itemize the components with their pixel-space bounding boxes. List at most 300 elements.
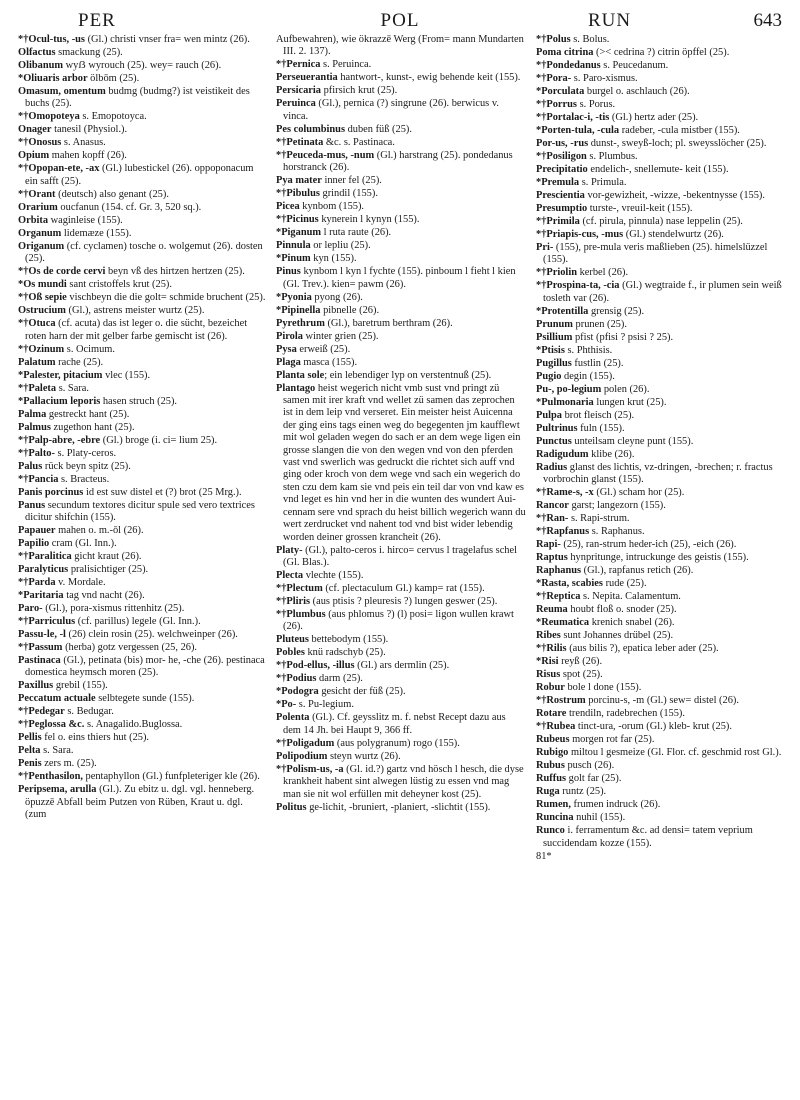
dictionary-entry xyxy=(276,137,526,149)
entry-headword: Presumptio xyxy=(536,203,588,214)
entry-headword: Rotare xyxy=(536,708,567,720)
entry-gloss: &c. s. Pastinaca. xyxy=(323,136,395,148)
dictionary-entry xyxy=(536,682,792,694)
entry-gloss: (herba) gotz vergessen (25, 26). xyxy=(62,642,198,654)
entry-headword: *†Parda xyxy=(18,577,56,589)
entry-gloss: unteilsam cleyne punt (155). xyxy=(571,435,694,447)
entry-gloss: garst; langezorn (155). xyxy=(568,500,666,512)
entry-headword: *†Paralitica xyxy=(18,551,72,563)
entry-gloss: (Gl.) scham hor (25). xyxy=(593,487,685,499)
entry-headword: Punctus xyxy=(536,435,572,447)
dictionary-entry xyxy=(536,721,792,733)
entry-headword: Paxillus xyxy=(18,680,54,692)
entry-headword: *†Petinata xyxy=(276,136,324,148)
dictionary-entry xyxy=(536,86,792,98)
entry-headword: Platy- xyxy=(276,544,303,556)
entry-headword: Rancor xyxy=(536,500,569,512)
entry-headword: *Porculata xyxy=(536,86,585,97)
entry-headword: *†Peuceda-mus, -num xyxy=(276,149,375,161)
entry-gloss: (Gl.) hertz ader (25). xyxy=(609,112,699,123)
entry-gloss: vischbeyn die die golt= schmide bruchent (25). xyxy=(66,292,266,304)
entry-gloss: (25), ran-strum heder-ich (25), -eich (26). xyxy=(560,539,737,551)
dictionary-entry xyxy=(536,60,792,72)
entry-headword: Pastinaca xyxy=(18,655,61,667)
entry-headword: Poma citrina xyxy=(536,47,594,58)
entry-gloss: or lepliu (25). xyxy=(310,240,371,252)
entry-gloss: s. Bedugar. xyxy=(64,706,114,718)
entry-gloss: s. Bracteus. xyxy=(58,473,110,485)
entry-headword: Picea xyxy=(276,201,300,213)
entry-headword: Palma xyxy=(18,408,47,420)
dictionary-entry xyxy=(276,686,526,698)
entry-gloss: mahen o. m.-ōl (26). xyxy=(55,525,144,537)
dictionary-entry xyxy=(536,643,792,655)
entry-headword: *†Ran- xyxy=(536,513,569,525)
entry-gloss: pentaphyllon (Gl.) funfpleteriger kle (26). xyxy=(82,771,260,783)
dictionary-entry xyxy=(536,358,792,370)
entry-gloss: masca (155). xyxy=(300,356,358,368)
dictionary-entry xyxy=(276,201,526,213)
entry-gloss: pyong (26). xyxy=(311,291,363,303)
dictionary-entry xyxy=(18,111,266,123)
entry-headword: Rubeus xyxy=(536,734,570,746)
dictionary-entry xyxy=(536,604,792,616)
entry-gloss: gicht kraut (26). xyxy=(71,551,142,563)
entry-gloss: (Gl. id.?) gartz vnd hösch l hesch, die dyse krankheit habent sint alwegen lüstig zu essen vnd mag man sie nit wol erfüllen mit deheyner kost (25). xyxy=(283,763,524,800)
entry-gloss: s. Anagalido.Buglossa. xyxy=(84,719,183,731)
dictionary-entry xyxy=(536,487,792,499)
entry-gloss: grindil (155). xyxy=(319,188,378,200)
entry-gloss: s. Porus. xyxy=(576,99,616,110)
dictionary-entry xyxy=(18,577,266,589)
dictionary-entry xyxy=(536,773,792,785)
dictionary-entry xyxy=(536,112,792,124)
entry-headword: *†Primila xyxy=(536,216,580,227)
dictionary-entry xyxy=(276,227,526,239)
entry-headword: Reuma xyxy=(536,604,568,616)
dictionary-entry xyxy=(18,409,266,421)
entry-headword: *†Rubea xyxy=(536,721,576,733)
entry-headword: *†Pondedanus xyxy=(536,60,601,71)
dictionary-entry xyxy=(18,47,266,59)
dictionary-entry xyxy=(18,693,266,705)
dictionary-entry xyxy=(18,551,266,563)
entry-gloss: (aus ptisis ? pleuresis ?) lungen geswer (25). xyxy=(310,595,498,607)
entry-gloss: bole l done (155). xyxy=(564,682,642,694)
entry-headword: *Os mundi xyxy=(18,279,67,291)
dictionary-entry xyxy=(276,712,526,737)
entry-gloss: morgen rot far (25). xyxy=(569,734,655,746)
entry-headword: Polipodium xyxy=(276,750,328,762)
dictionary-entry xyxy=(536,229,792,241)
dictionary-entry xyxy=(536,449,792,461)
entry-gloss: (Gl.), petinata (bis) mor- he, -che (26). pestinaca domestica heymsch moren (25). xyxy=(25,655,265,679)
entry-headword: *†Podius xyxy=(276,673,317,685)
dictionary-entry xyxy=(536,799,792,811)
dictionary-entry xyxy=(536,125,792,137)
dictionary-entry xyxy=(276,175,526,187)
entry-gloss: s. Paro-xismus. xyxy=(571,73,638,84)
entry-gloss: tinct-ura, -orum (Gl.) kleb- krut (25). xyxy=(575,721,732,733)
entry-gloss: ge-lichit, -bruniert, -planiert, -slichtit (155). xyxy=(306,801,491,813)
headword-left: PER xyxy=(78,10,116,31)
entry-gloss: pusch (26). xyxy=(564,760,615,772)
dictionary-entry xyxy=(536,332,792,344)
entry-gloss: sunt Johannes drübel (25). xyxy=(560,630,674,642)
dictionary-entry xyxy=(536,617,792,629)
entry-headword: Psillium xyxy=(536,331,573,343)
dictionary-entry xyxy=(18,202,266,214)
dictionary-entry xyxy=(276,124,526,136)
entry-headword: Pugio xyxy=(536,370,562,382)
entry-headword: Persicaria xyxy=(276,85,322,97)
entry-headword: Perseuerantia xyxy=(276,72,338,84)
entry-headword: *†Reptica xyxy=(536,591,581,603)
dictionary-entry xyxy=(276,545,526,570)
dictionary-entry xyxy=(276,331,526,343)
entry-headword: Rumen, xyxy=(536,799,571,811)
entry-headword: *†Picinus xyxy=(276,214,319,226)
dictionary-entry xyxy=(276,85,526,97)
entry-gloss: endelich-, snellemute- keit (155). xyxy=(587,164,729,175)
entry-gloss: mahen kopff (26). xyxy=(49,150,127,162)
entry-headword: *Protentilla xyxy=(536,305,589,317)
dictionary-entry xyxy=(276,699,526,711)
dictionary-entry xyxy=(536,280,792,305)
dictionary-entry xyxy=(536,319,792,331)
dictionary-entry xyxy=(536,203,792,215)
entry-headword: Risus xyxy=(536,669,561,681)
dictionary-entry xyxy=(536,345,792,357)
entry-headword: *†Pancia xyxy=(18,473,59,485)
dictionary-entry xyxy=(536,695,792,707)
entry-gloss: s. Phthisis. xyxy=(564,344,613,356)
entry-gloss: bettebodym (155). xyxy=(308,634,389,646)
dictionary-entry xyxy=(18,396,266,408)
dictionary-entry xyxy=(276,188,526,200)
entry-gloss: v. Mordale. xyxy=(55,577,106,589)
entry-headword: Onager xyxy=(18,124,52,136)
entry-gloss: (Gl.), pernica (?) singrune (26). berwicus v. vinca. xyxy=(283,98,499,122)
entry-gloss: trendiln, radebrechen (155). xyxy=(566,708,685,720)
entry-gloss: s. Ocimum. xyxy=(64,343,115,355)
entry-gloss: s. Primula. xyxy=(579,177,627,188)
entry-headword: Pu-, po-legium xyxy=(536,383,602,395)
dictionary-entry xyxy=(18,357,266,369)
entry-headword: *†Oß sepie xyxy=(18,292,67,304)
entry-gloss: darm (25). xyxy=(316,673,363,685)
entry-headword: Panis porcinus xyxy=(18,486,84,498)
entry-headword: Por-us, -rus xyxy=(536,138,589,149)
entry-headword: Ruffus xyxy=(536,773,567,785)
entry-headword: *†Ozinum xyxy=(18,343,65,355)
entry-headword: Organum xyxy=(18,227,62,239)
entry-gloss: s. Nepita. Calamentum. xyxy=(580,591,681,603)
entry-headword: Palmus xyxy=(18,421,51,433)
dictionary-entry xyxy=(536,34,792,46)
entry-gloss: (Gl.) lubestickel (26). oppoponacum ein safft (25). xyxy=(25,163,254,187)
entry-gloss: grebil (155). xyxy=(53,680,108,692)
dictionary-entry xyxy=(536,591,792,603)
entry-headword: Radius xyxy=(536,461,568,473)
dictionary-entry xyxy=(18,292,266,304)
headword-right: RUN xyxy=(588,10,632,31)
entry-headword: *Oliuaris arbor xyxy=(18,73,88,84)
dictionary-entry xyxy=(536,825,792,850)
dictionary-entry xyxy=(276,357,526,369)
dictionary-entry xyxy=(18,241,266,266)
entry-headword: *†Priapis-cus, -mus xyxy=(536,229,624,240)
entry-headword: *Paritaria xyxy=(18,590,64,602)
dictionary-entry xyxy=(536,669,792,681)
entry-headword: *†Polus xyxy=(536,34,571,45)
entry-gloss: knü radschyb (25). xyxy=(304,647,386,659)
entry-headword: *Ptisis xyxy=(536,344,565,356)
entry-headword: Prunum xyxy=(536,318,573,330)
entry-gloss: s. Emopotoyca. xyxy=(79,111,147,123)
entry-headword: Pelta xyxy=(18,745,41,757)
entry-gloss: nuhil (155). xyxy=(573,812,626,824)
entry-gloss: s. Bolus. xyxy=(570,34,610,45)
entry-gloss: klibe (26). xyxy=(588,448,635,460)
dictionary-entry xyxy=(276,344,526,356)
entry-gloss: miltou l gesmeize (Gl. Flor. cf. geschmid rost Gl.). xyxy=(568,747,782,759)
entry-gloss: (aus polygranum) rogo (155). xyxy=(334,737,460,749)
entry-headword: *Pyonia xyxy=(276,291,312,303)
dictionary-entry xyxy=(18,305,266,317)
entry-gloss: erweiß (25). xyxy=(296,343,351,355)
dictionary-entry xyxy=(18,487,266,499)
entry-headword: Rubigo xyxy=(536,747,569,759)
entry-headword: Papilio xyxy=(18,538,50,550)
entry-gloss: (deutsch) also genant (25). xyxy=(55,188,169,200)
entry-gloss: (cf. acuta) das ist leger o. die sücht, bezeichet roten harn der mit gelber farbe gemischt ist (26). xyxy=(25,318,248,342)
entry-headword: Orarium xyxy=(18,201,58,213)
entry-headword: *†Posiligon xyxy=(536,151,587,162)
dictionary-entry xyxy=(536,306,792,318)
entry-gloss: fel o. eins thiers hut (25). xyxy=(41,732,150,744)
entry-headword: Plantago xyxy=(276,382,316,394)
dictionary-entry xyxy=(536,190,792,202)
entry-headword: Palus xyxy=(18,460,43,472)
entry-gloss: (Gl.), rapfanus retich (26). xyxy=(581,565,694,577)
dictionary-entry xyxy=(536,397,792,409)
dictionary-entry xyxy=(276,738,526,750)
dictionary-entry xyxy=(18,603,266,615)
entry-gloss: duben füß (25). xyxy=(345,123,412,135)
dictionary-entry xyxy=(18,590,266,602)
entry-gloss: lungen krut (25). xyxy=(593,396,667,408)
entry-gloss: beyn vß des hirtzen hertzen (25). xyxy=(105,266,245,278)
entry-gloss: fustlin (25). xyxy=(571,357,624,369)
entry-gloss: grensig (25). xyxy=(588,305,645,317)
entry-headword: *†Portalac-i, -tis xyxy=(536,112,610,123)
dictionary-entry xyxy=(18,279,266,291)
entry-headword: Polenta xyxy=(276,712,310,724)
dictionary-entry xyxy=(276,318,526,330)
entry-gloss: zugethon hant (25). xyxy=(50,421,135,433)
dictionary-entry xyxy=(536,578,792,590)
dictionary-entry xyxy=(276,673,526,685)
dictionary-entry xyxy=(536,526,792,538)
entry-gloss: kynbom (155). xyxy=(299,201,365,213)
dictionary-entry xyxy=(536,708,792,720)
entry-headword: Pes columbinus xyxy=(276,123,345,135)
dictionary-entry xyxy=(18,422,266,434)
entry-headword: *†Onosus xyxy=(18,137,62,149)
dictionary-entry xyxy=(18,344,266,356)
entry-gloss: radeber, -cula mistber (155). xyxy=(619,125,740,136)
column-right xyxy=(536,34,792,1094)
entry-gloss: kyn (155). xyxy=(310,253,357,265)
entry-headword: Orbita xyxy=(18,214,49,226)
entry-gloss: golt far (25). xyxy=(566,773,622,785)
dictionary-entry xyxy=(536,500,792,512)
dictionary-entry xyxy=(18,500,266,525)
dictionary-entry xyxy=(18,706,266,718)
entry-gloss: (aus bilis ?), epatica leber ader (25). xyxy=(566,643,719,655)
entry-headword: Pluteus xyxy=(276,634,309,646)
entry-gloss: rück beyn spitz (25). xyxy=(42,460,131,472)
entry-headword: *†Opopan-ete, -ax xyxy=(18,163,100,175)
entry-gloss: s. Raphanus. xyxy=(589,526,645,538)
dictionary-entry xyxy=(276,751,526,763)
entry-headword: Radigudum xyxy=(536,448,589,460)
entry-gloss: ölbōm (25). xyxy=(87,73,140,84)
entry-gloss: pralisichtiger (25). xyxy=(68,564,149,576)
entry-gloss: l ruta raute (26). xyxy=(321,227,392,239)
dictionary-entry xyxy=(18,228,266,240)
dictionary-entry xyxy=(18,719,266,731)
entry-gloss: houbt floß o. snoder (25). xyxy=(567,604,677,616)
entry-headword: Ostrucium xyxy=(18,305,66,317)
dictionary-entry xyxy=(18,137,266,149)
entry-headword: *Po- xyxy=(276,699,297,711)
entry-gloss: s. Rapi-strum. xyxy=(568,513,630,525)
page-number: 643 xyxy=(753,10,782,31)
entry-headword: Peruinca xyxy=(276,98,316,110)
entry-gloss: gestreckt hant (25). xyxy=(46,408,130,420)
entry-gloss: s. Platy-ceros. xyxy=(54,447,117,459)
dictionary-entry xyxy=(536,216,792,228)
entry-gloss: budmg (budmg?) ist veistikeit des buchs (25). xyxy=(25,86,250,110)
dictionary-entry xyxy=(18,771,266,783)
entry-headword: *Risi xyxy=(536,656,559,668)
dictionary-entry xyxy=(18,163,266,188)
entry-gloss: (Gl.), baretrum berthram (26). xyxy=(324,317,453,329)
dictionary-entry xyxy=(276,802,526,814)
entry-headword: Runco xyxy=(536,825,565,837)
dictionary-entry xyxy=(536,73,792,85)
entry-gloss: s. Anasus. xyxy=(61,137,106,149)
entry-gloss: vor-gewizheit, -wizze, -bekentnysse (155). xyxy=(584,190,765,201)
dictionary-entry xyxy=(536,177,792,189)
entry-headword: *†Os de corde cervi xyxy=(18,266,106,278)
entry-headword: *†Rapfanus xyxy=(536,526,590,538)
dictionary-entry xyxy=(18,461,266,473)
dictionary-entry xyxy=(18,745,266,757)
entry-headword: Omasum, omentum xyxy=(18,86,106,97)
dictionary-entry xyxy=(276,72,526,84)
dictionary-entry xyxy=(536,384,792,396)
entry-gloss: 81* xyxy=(536,850,552,862)
dictionary-entry xyxy=(18,616,266,628)
entry-headword: Pinnula xyxy=(276,240,311,252)
dictionary-entry xyxy=(536,164,792,176)
entry-gloss: oucfanun (154. cf. Gr. 3, 520 sq.). xyxy=(57,201,202,213)
entry-gloss: inner fel (25). xyxy=(321,175,382,187)
entry-gloss: reyß (26). xyxy=(558,656,603,668)
dictionary-entry xyxy=(18,370,266,382)
entry-headword: *†Plectum xyxy=(276,582,323,594)
entry-gloss: fuln (155). xyxy=(577,422,625,434)
dictionary-entry xyxy=(276,98,526,123)
entry-headword: *†Palp-abre, -ebre xyxy=(18,434,101,446)
dictionary-entry xyxy=(276,266,526,291)
entry-gloss: wyẞ wyrouch (25). wey= rauch (26). xyxy=(63,60,222,71)
dictionary-entry xyxy=(276,292,526,304)
entry-headword: Pulpa xyxy=(536,409,562,421)
dictionary-entry xyxy=(18,758,266,770)
dictionary-entry xyxy=(18,642,266,654)
entry-headword: *Piganum xyxy=(276,227,322,239)
entry-gloss: frumen indruck (26). xyxy=(570,799,661,811)
dictionary-entry xyxy=(276,305,526,317)
dictionary-entry xyxy=(18,266,266,278)
dictionary-entry xyxy=(18,784,266,821)
dictionary-entry xyxy=(18,189,266,201)
entry-headword: *†Rostrum xyxy=(536,695,586,707)
entry-gloss: lidemæze (155). xyxy=(61,227,132,239)
entry-gloss: (Gl.). Cf. geysslitz m. f. nebst Recept dazu aus dem 14 Jh. bei Haupt 9, 366 ff. xyxy=(283,712,506,736)
dictionary-entry xyxy=(536,630,792,642)
entry-headword: Passu-le, -l xyxy=(18,629,66,641)
entry-gloss: (Gl.). Zu ebitz u. dgl. vgl. henneberg. öpuzzē Abfall beim Putzen von Rüben, Kraut u. dgl. (zum xyxy=(25,784,255,821)
dictionary-entry xyxy=(536,242,792,267)
entry-headword: *†Polism-us, -a xyxy=(276,763,344,775)
entry-gloss: burgel o. aschlauch (26). xyxy=(584,86,690,97)
dictionary-entry xyxy=(18,448,266,460)
entry-headword: *Reumatica xyxy=(536,617,590,629)
entry-headword: Ribes xyxy=(536,630,561,642)
entry-headword: *†Paleta xyxy=(18,382,57,394)
entry-gloss: s. Sara. xyxy=(56,382,89,394)
dictionary-entry xyxy=(18,215,266,227)
entry-headword: *†Prospina-ta, -cia xyxy=(536,280,620,292)
dictionary-entry xyxy=(18,124,266,136)
entry-headword: Pya mater xyxy=(276,175,322,187)
entry-headword: Robur xyxy=(536,682,565,694)
entry-gloss: hantwort-, kunst-, ewig behende keit (155). xyxy=(337,72,521,84)
entry-gloss: pfist (pfisi ? psisi ? 25). xyxy=(572,331,674,343)
entry-headword: *†Parriculus xyxy=(18,616,76,628)
entry-headword: *Pallacium leporis xyxy=(18,395,101,407)
entry-gloss: gesicht der füß (25). xyxy=(318,686,406,698)
entry-gloss: runtz (25). xyxy=(559,786,607,798)
dictionary-entry xyxy=(276,59,526,71)
dictionary-entry xyxy=(276,214,526,226)
entry-headword: Ruga xyxy=(536,786,560,798)
entry-headword: *†Pora- xyxy=(536,73,572,84)
entry-gloss: glanst des lichtis, vz-dringen, -brechen; r. fractus vorbrochin glanst (155). xyxy=(543,461,773,486)
entry-headword: *Pinum xyxy=(276,253,311,265)
entry-gloss: waginleise (155). xyxy=(48,214,123,226)
entry-headword: *†Orant xyxy=(18,188,56,200)
entry-gloss: vlechte (155). xyxy=(303,569,364,581)
entry-headword: Pinus xyxy=(276,266,301,278)
entry-gloss: spot (25). xyxy=(560,669,603,681)
dictionary-entry xyxy=(18,538,266,550)
